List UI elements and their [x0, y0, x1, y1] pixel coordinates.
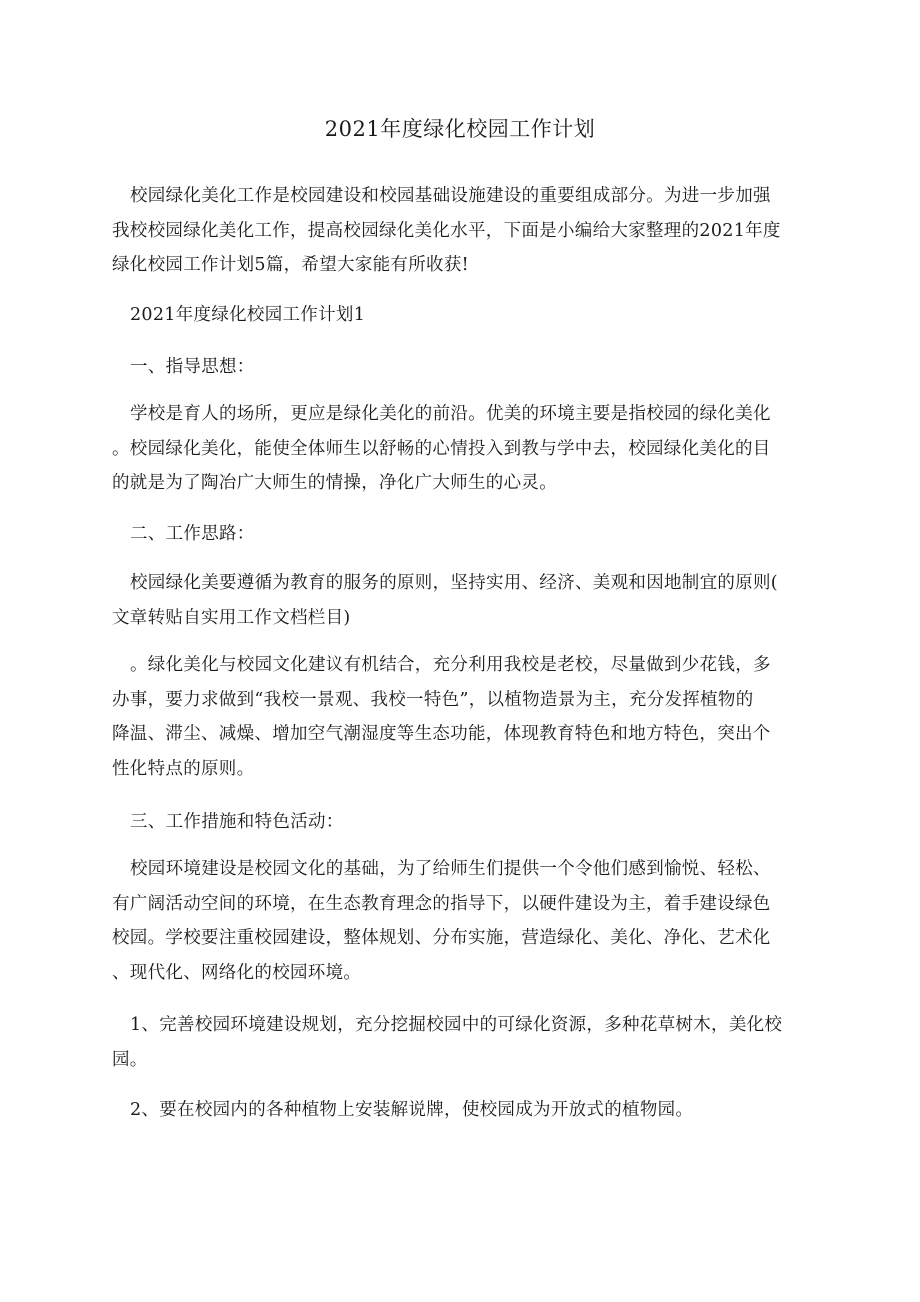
- paragraph-line: 我校校园绿化美化工作，提高校园绿化美化水平，下面是小编给大家整理的2021年度: [112, 220, 781, 241]
- paragraph-line: 。绿化美化与校园文化建议有机结合，充分利用我校是老校，尽量做到少花钱，多: [130, 655, 771, 675]
- paragraph-line: 降温、滞尘、减燥、增加空气潮湿度等生态功能，体现教育特色和地方特色，突出个: [112, 724, 771, 744]
- section-heading-plan-1: [112, 298, 802, 333]
- paragraph-line: 园。: [112, 1049, 148, 1070]
- paragraph-line: 。校园绿化美化，能使全体师生以舒畅的心情投入到教与学中去，校园绿化美化的目: [112, 438, 771, 459]
- paragraph-line: 、现代化、网络化的校园环境。: [112, 962, 362, 983]
- paragraph-line: 三、工作措施和特色活动：: [130, 812, 344, 832]
- measures-paragraph: [112, 852, 802, 990]
- paragraph-line: 绿化校园工作计划5篇，希望大家能有所收获!: [112, 255, 469, 275]
- section-heading-measures: [112, 805, 802, 840]
- paragraph-line: 学校是育人的场所，更应是绿化美化的前沿。优美的环境主要是指校园的绿化美化: [130, 404, 771, 424]
- paragraph-line: 办事，要力求做到“我校一景观、我校一特色”，以植物造景为主，充分发挥植物的: [112, 689, 754, 710]
- paragraph-line: 一、指导思想：: [130, 357, 255, 377]
- paragraph-line: 校园绿化美要遵循为教育的服务的原则，坚持实用、经济、美观和因地制宜的原则(: [130, 573, 778, 593]
- document-title: 2021年度绿化校园工作计划: [324, 117, 596, 141]
- guiding-thought-paragraph: [112, 397, 802, 501]
- paragraph-line: 的就是为了陶冶广大师生的情操，净化广大师生的心灵。: [112, 473, 557, 493]
- work-approach-paragraph: [112, 566, 802, 635]
- measure-item-1: [112, 1008, 802, 1077]
- paragraph-line: 性化特点的原则。: [112, 758, 255, 779]
- paragraph-line: 校园绿化美化工作是校园建设和校园基础设施建设的重要组成部分。为进一步加强: [130, 186, 771, 206]
- paragraph-line: 文章转贴自实用工作文档栏目): [112, 607, 351, 628]
- measure-item-2: [112, 1093, 802, 1128]
- paragraph-line: 校园环境建设是校园文化的基础，为了给师生们提供一个令他们感到愉悦、轻松、: [130, 859, 771, 879]
- paragraph-line: 校园。学校要注重校园建设，整体规划、分布实施，营造绿化、美化、净化、艺术化: [112, 928, 771, 948]
- paragraph-line: 有广阔活动空间的环境，在生态教育理念的指导下，以硬件建设为主，着手建设绿色: [112, 893, 771, 914]
- section-heading-guiding-thought: [112, 350, 802, 385]
- intro-paragraph: [112, 179, 802, 283]
- greening-principle-paragraph: [112, 648, 802, 786]
- paragraph-line: 2021年度绿化校园工作计划1: [130, 305, 366, 325]
- paragraph-line: 1、完善校园环境建设规划，充分挖掘校园中的可绿化资源，多种花草树木，美化校: [130, 1015, 783, 1035]
- paragraph-line: 二、工作思路：: [130, 524, 255, 544]
- section-heading-work-approach: [112, 517, 802, 552]
- paragraph-line: 2、要在校园内的各种植物上安装解说牌，使校园成为开放式的植物园。: [130, 1100, 694, 1120]
